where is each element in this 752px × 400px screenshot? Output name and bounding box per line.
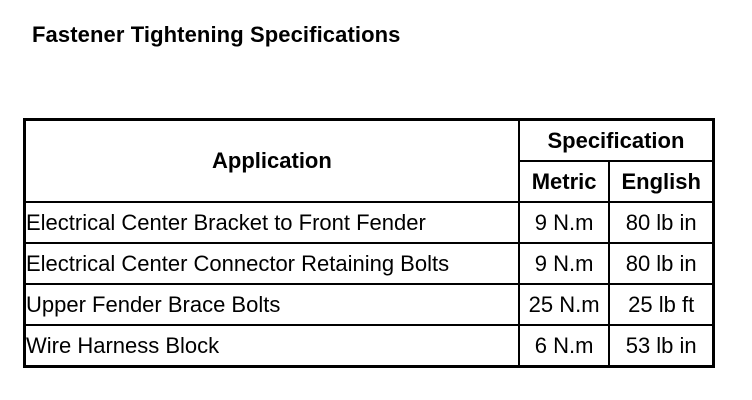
metric-cell: 6 N.m: [519, 325, 610, 367]
header-row: [25, 120, 714, 162]
application-cell: Wire Harness Block: [25, 325, 519, 367]
table-row: [25, 325, 714, 367]
application-cell: Electrical Center Connector Retaining Bolts: [25, 243, 519, 284]
english-cell: 80 lb in: [609, 202, 713, 243]
metric-cell: 9 N.m: [519, 202, 610, 243]
application-cell: Upper Fender Brace Bolts: [25, 284, 519, 325]
page-title: Fastener Tightening Specifications: [32, 22, 401, 47]
application-header: Application: [25, 120, 519, 203]
specifications-table: [23, 118, 715, 368]
application-cell: Electrical Center Bracket to Front Fender: [25, 202, 519, 243]
table-row: [25, 284, 714, 325]
english-cell: 80 lb in: [609, 243, 713, 284]
metric-cell: 9 N.m: [519, 243, 610, 284]
table-row: [25, 243, 714, 284]
metric-header: Metric: [519, 161, 610, 202]
english-cell: 53 lb in: [609, 325, 713, 367]
english-cell: 25 lb ft: [609, 284, 713, 325]
english-header: English: [609, 161, 713, 202]
table-row: [25, 202, 714, 243]
specification-header: Specification: [519, 120, 714, 162]
metric-cell: 25 N.m: [519, 284, 610, 325]
